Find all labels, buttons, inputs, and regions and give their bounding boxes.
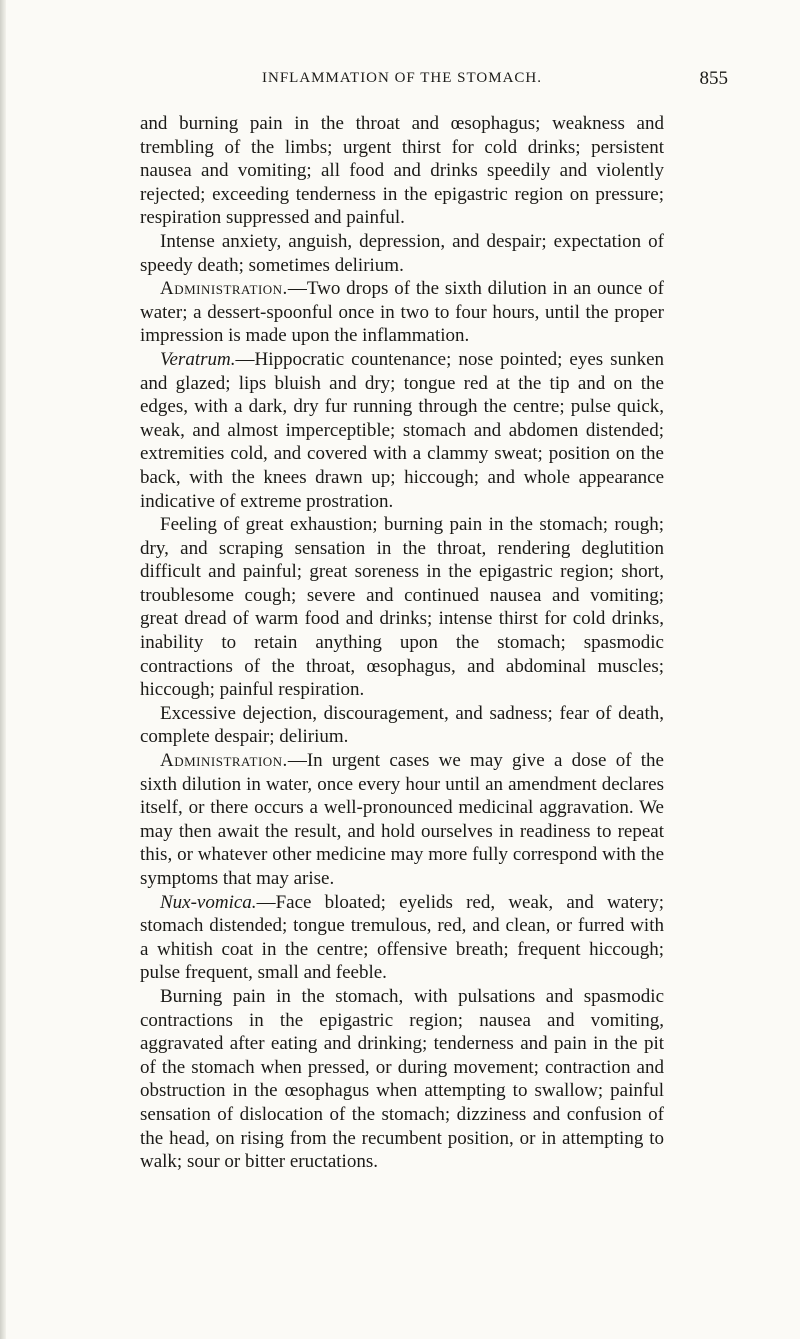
paragraph-administration-2: [140, 749, 664, 891]
page-number: 855: [699, 68, 728, 89]
remedy-name-veratrum: Veratrum.: [160, 348, 236, 370]
paragraph-symptoms-continued: and burning pain in the throat and œsophagus; weakness and trembling of the limbs; urgent thirst for cold drinks; persistent nausea and vomiting; all food and drinks speedily and violently rejected; exceeding tenderness in the epigastric region on pressure; respiration suppressed and painful.: [140, 113, 664, 229]
paragraph-veratrum: [140, 348, 664, 513]
administration-heading: Administration.: [160, 750, 288, 772]
administration-text: —In urgent cases we may give a dose of the sixth dilution in water, once every hour until an amendment declares itself, or there occurs a well-pronounced medicinal aggravation. We may then await the result, and hold ourselves in readiness to repeat this, or whatever other medicine may more fully correspond with the symptoms that may arise.: [140, 750, 664, 889]
paragraph-veratrum-mental: Excessive dejection, discouragement, and sadness; fear of death, complete despair; delirium.: [140, 702, 664, 748]
administration-heading: Administration.: [160, 278, 288, 300]
page-header: [140, 68, 728, 98]
paragraph-veratrum-symptoms: Feeling of great exhaustion; burning pain in the stomach; rough; dry, and scraping sensation in the throat, rendering deglutition difficult and painful; great soreness in the epigastric region; short, troublesome cough; severe and continued nausea and vomiting; great dread of warm food and drinks; intense thirst for cold drinks, inability to retain anything upon the stomach; spasmodic contractions of the throat, œsophagus, and abdominal muscles; hiccough; painful respiration.: [140, 514, 664, 701]
running-head: INFLAMMATION OF THE STOMACH.: [262, 70, 542, 86]
paragraph-administration-1: [140, 277, 664, 348]
nux-vomica-text: —Face bloated; eyelids red, weak, and watery; stomach distended; tongue tremulous, red, and clean, or furred with a whitish coat in the centre; offensive breath; frequent hiccough; pulse frequent, small and feeble.: [140, 891, 664, 984]
paragraph-nux-vomica: [140, 891, 664, 985]
veratrum-text: —Hippocratic countenance; nose pointed; eyes sunken and glazed; lips bluish and dry; tongue red at the tip and on the edges, with a dark, dry fur running through the centre; pulse quick, weak, and almost imperceptible; stomach and abdomen distended; extremities cold, and covered with a clammy sweat; position on the back, with the knees drawn up; hiccough; and whole appearance indicative of extreme prostration.: [140, 348, 664, 512]
paragraph-mental-symptoms: Intense anxiety, anguish, depression, and despair; expectation of speedy death; sometimes delirium.: [140, 230, 664, 276]
body-text: [140, 112, 664, 1174]
paragraph-nux-vomica-symptoms: Burning pain in the stomach, with pulsations and spasmodic contractions in the epigastric region; nausea and vomiting, aggravated after eating and drinking; tenderness and pain in the pit of the stomach when pressed, or during movement; contraction and obstruction in the œsophagus when attempting to swallow; painful sensation of dislocation of the stomach; dizziness and confusion of the head, on rising from the recumbent position, or in attempting to walk; sour or bitter eructations.: [140, 985, 664, 1173]
administration-text: —Two drops of the sixth dilution in an ounce of water; a dessert-spoonful once in two to four hours, until the proper impression is made upon the inflammation.: [140, 278, 664, 347]
page-binding-edge: [0, 0, 6, 1339]
remedy-name-nux-vomica: Nux-vomica.: [160, 891, 257, 913]
